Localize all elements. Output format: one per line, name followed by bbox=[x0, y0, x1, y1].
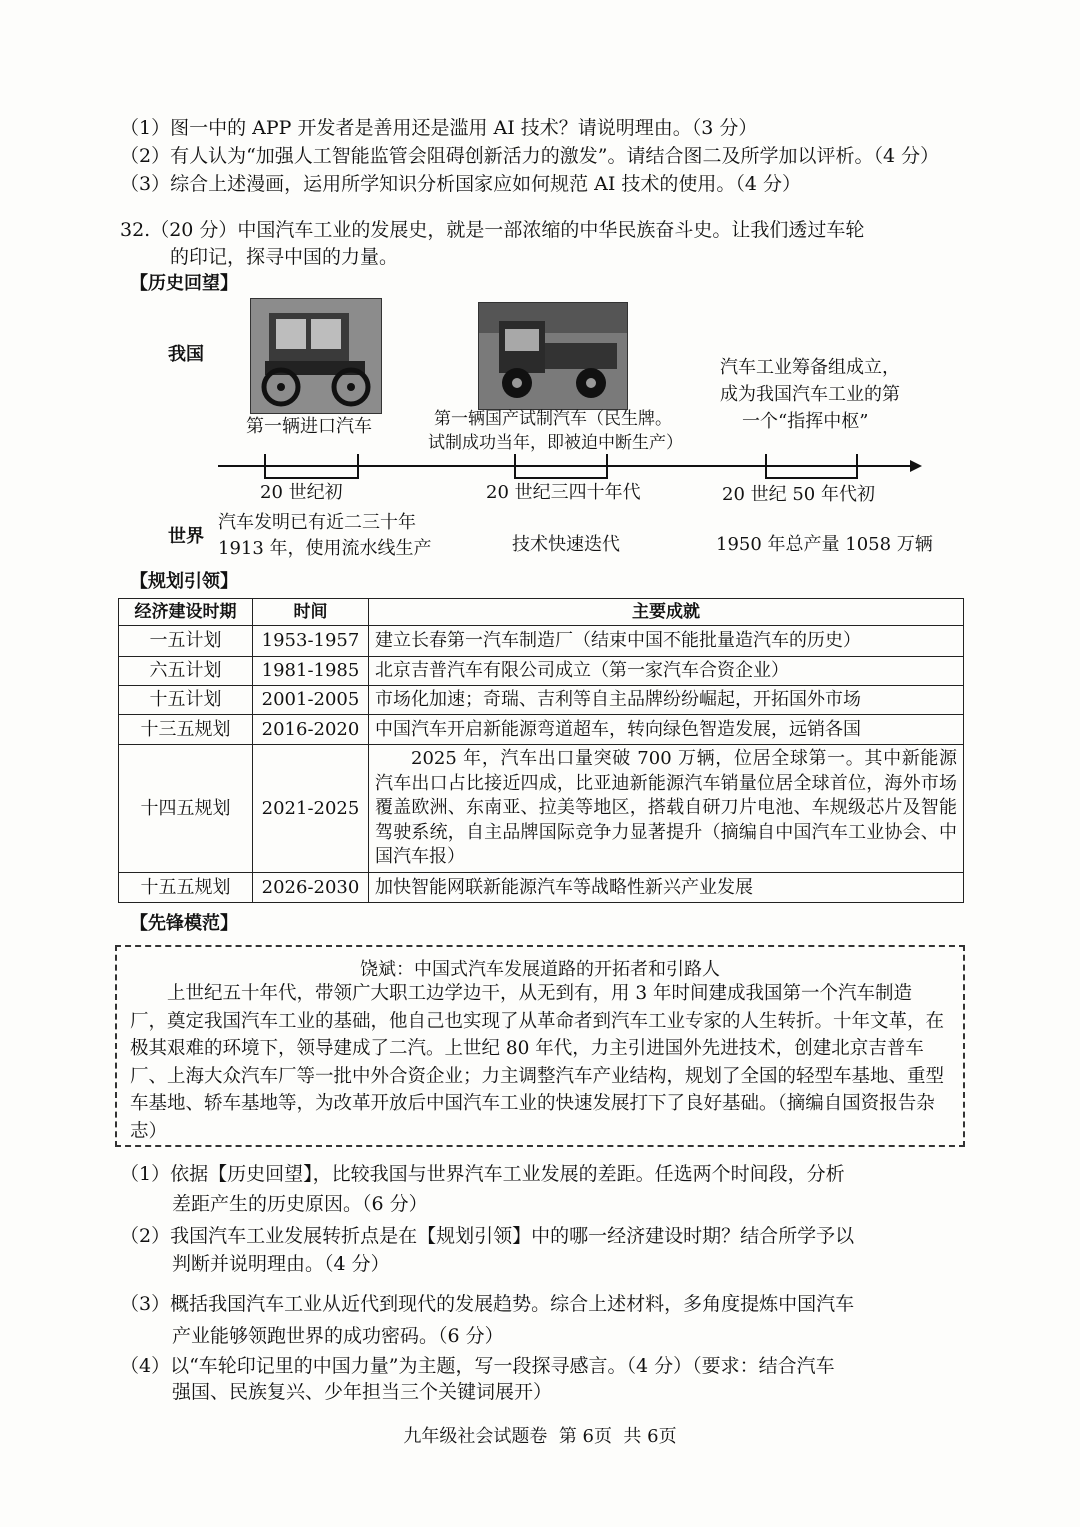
timeline-china-label: 我国 bbox=[168, 344, 204, 365]
world-event-2: 技术快速迭代 bbox=[512, 534, 620, 555]
prev-question-1: （1）图一中的 APP 开发者是善用还是滥用 AI 技术？请说明理由。（3 分） bbox=[120, 117, 758, 139]
section-pioneer-heading: 【先锋模范】 bbox=[130, 913, 238, 934]
pioneer-text: 上世纪五十年代，带领广大职工边学边干，从无到有，用 3 年时间建成我国第一个汽车制造厂，奠定我国汽车工业的基础，他自己也实现了从革命者到汽车工业专家的人生转折。十年文革，在极其艰难的环境下，领导建成了二汽。上世纪 80 年代，力主引进国外先进技术，创建北京吉普车厂、上海大众汽车厂等一批中外合资企业；力主调整汽车产业结构，规划了全国的轻型车基地、重型车基地、轿车基地等，为改革开放后中国汽车工业的快速发展打下了良好基础。（摘编自国资报告杂志） bbox=[130, 983, 945, 1142]
cell-time: 1953-1957 bbox=[253, 626, 369, 657]
cell-period: 一五计划 bbox=[119, 626, 253, 657]
table-row bbox=[119, 657, 964, 686]
cell-achievement: 加快智能网联新能源汽车等战略性新兴产业发展 bbox=[369, 873, 964, 903]
section-plan-heading: 【规划引领】 bbox=[130, 571, 238, 592]
world-event-1-line2: 1913 年，使用流水线生产 bbox=[218, 538, 432, 559]
table-row bbox=[119, 686, 964, 715]
header-period: 经济建设时期 bbox=[119, 599, 253, 626]
china-event-3-line1: 汽车工业筹备组成立， bbox=[720, 357, 900, 378]
prev-question-3: （3）综合上述漫画，运用所学知识分析国家应如何规范 AI 技术的使用。（4 分） bbox=[120, 173, 802, 195]
cell-achievement: 市场化加速；奇瑞、吉利等自主品牌纷纷崛起，开拓国外市场 bbox=[369, 686, 964, 715]
car-photo-icon bbox=[251, 299, 381, 413]
cell-time: 2021-2025 bbox=[253, 745, 369, 873]
prev-question-2: （2）有人认为“加强人工智能监管会阻碍创新活力的激发”。请结合图二及所学加以评析。（4 分） bbox=[120, 145, 940, 167]
header-time: 时间 bbox=[253, 599, 369, 626]
world-event-1-line1: 汽车发明已有近二三十年 bbox=[218, 512, 416, 533]
period-label-3: 20 世纪 50 年代初 bbox=[722, 484, 875, 505]
cell-achievement: 中国汽车开启新能源弯道超车，转向绿色智造发展，远销各国 bbox=[369, 715, 964, 745]
pioneer-title: 饶斌：中国式汽车发展道路的开拓者和引路人 bbox=[360, 959, 720, 980]
sub-question-1-line1: （1）依据【历史回望】，比较我国与世界汽车工业发展的差距。任选两个时间段，分析 bbox=[120, 1163, 845, 1185]
cell-period: 六五计划 bbox=[119, 657, 253, 686]
plan-table bbox=[118, 598, 964, 903]
table-header-row bbox=[119, 599, 964, 626]
cell-achievement: 建立长春第一汽车制造厂（结束中国不能批量造汽车的历史） bbox=[369, 626, 964, 657]
cell-time: 2026-2030 bbox=[253, 873, 369, 903]
cell-period: 十五计划 bbox=[119, 686, 253, 715]
china-event-2-line1: 第一辆国产试制汽车（民生牌。 bbox=[434, 409, 672, 429]
sub-question-3-line2: 产业能够领跑世界的成功密码。（6 分） bbox=[172, 1325, 504, 1347]
sub-question-2-line2: 判断并说明理由。（4 分） bbox=[172, 1253, 390, 1275]
china-event-1: 第一辆进口汽车 bbox=[246, 416, 372, 437]
cell-period: 十四五规划 bbox=[119, 745, 253, 873]
cell-period: 十五五规划 bbox=[119, 873, 253, 903]
table-row bbox=[119, 745, 964, 873]
first-imported-car-photo bbox=[250, 298, 382, 414]
world-event-3: 1950 年总产量 1058 万辆 bbox=[716, 534, 933, 555]
first-domestic-truck-photo bbox=[478, 302, 628, 410]
sub-question-2-line1: （2）我国汽车工业发展转折点是在【规划引领】中的哪一经济建设时期？结合所学予以 bbox=[120, 1225, 855, 1247]
timeline-world-label: 世界 bbox=[168, 526, 204, 547]
page-footer: 九年级社会试题卷 第 6页 共 6页 bbox=[403, 1426, 677, 1447]
china-event-3-line3: 一个“指挥中枢” bbox=[742, 411, 869, 432]
sub-question-3-line1: （3）概括我国汽车工业从近代到现代的发展趋势。综合上述材料，多角度提炼中国汽车 bbox=[120, 1293, 855, 1315]
q32-intro-line1: 32.（20 分）中国汽车工业的发展史，就是一部浓缩的中华民族奋斗史。让我们透过车轮 bbox=[120, 219, 865, 241]
cell-time: 2016-2020 bbox=[253, 715, 369, 745]
cell-time: 2001-2005 bbox=[253, 686, 369, 715]
table-row bbox=[119, 626, 964, 657]
period-label-1: 20 世纪初 bbox=[260, 482, 343, 503]
q32-intro-line2: 的印记，探寻中国的力量。 bbox=[170, 246, 399, 268]
timeline-axis bbox=[210, 448, 930, 484]
sub-question-4-line2: 强国、民族复兴、少年担当三个关键词展开） bbox=[172, 1381, 553, 1403]
truck-photo-icon bbox=[479, 303, 627, 409]
table-row bbox=[119, 715, 964, 745]
header-achievement: 主要成就 bbox=[369, 599, 964, 626]
cell-period: 十三五规划 bbox=[119, 715, 253, 745]
period-label-2: 20 世纪三四十年代 bbox=[486, 482, 641, 503]
cell-achievement: 2025 年，汽车出口量突破 700 万辆，位居全球第一。其中新能源汽车出口占比接近四成，比亚迪新能源汽车销量位居全球首位，海外市场覆盖欧洲、东南亚、拉美等地区，搭载自研刀片电池、车规级芯片及智能驾驶系统，自主品牌国际竞争力显著提升（摘编自中国汽车工业协会、中国汽车报） bbox=[369, 745, 964, 873]
sub-question-4-line1: （4）以“车轮印记里的中国力量”为主题，写一段探寻感言。（4 分）（要求：结合汽车 bbox=[120, 1355, 835, 1377]
china-event-3-line2: 成为我国汽车工业的第 bbox=[720, 384, 900, 405]
sub-question-1-line2: 差距产生的历史原因。（6 分） bbox=[172, 1193, 428, 1215]
china-event-2-line2: 试制成功当年，即被迫中断生产） bbox=[428, 433, 683, 453]
section-history-heading: 【历史回望】 bbox=[130, 273, 238, 294]
timeline-arrow-icon bbox=[910, 460, 922, 472]
cell-achievement: 北京吉普汽车有限公司成立（第一家汽车合资企业） bbox=[369, 657, 964, 686]
table-row bbox=[119, 873, 964, 903]
cell-time: 1981-1985 bbox=[253, 657, 369, 686]
